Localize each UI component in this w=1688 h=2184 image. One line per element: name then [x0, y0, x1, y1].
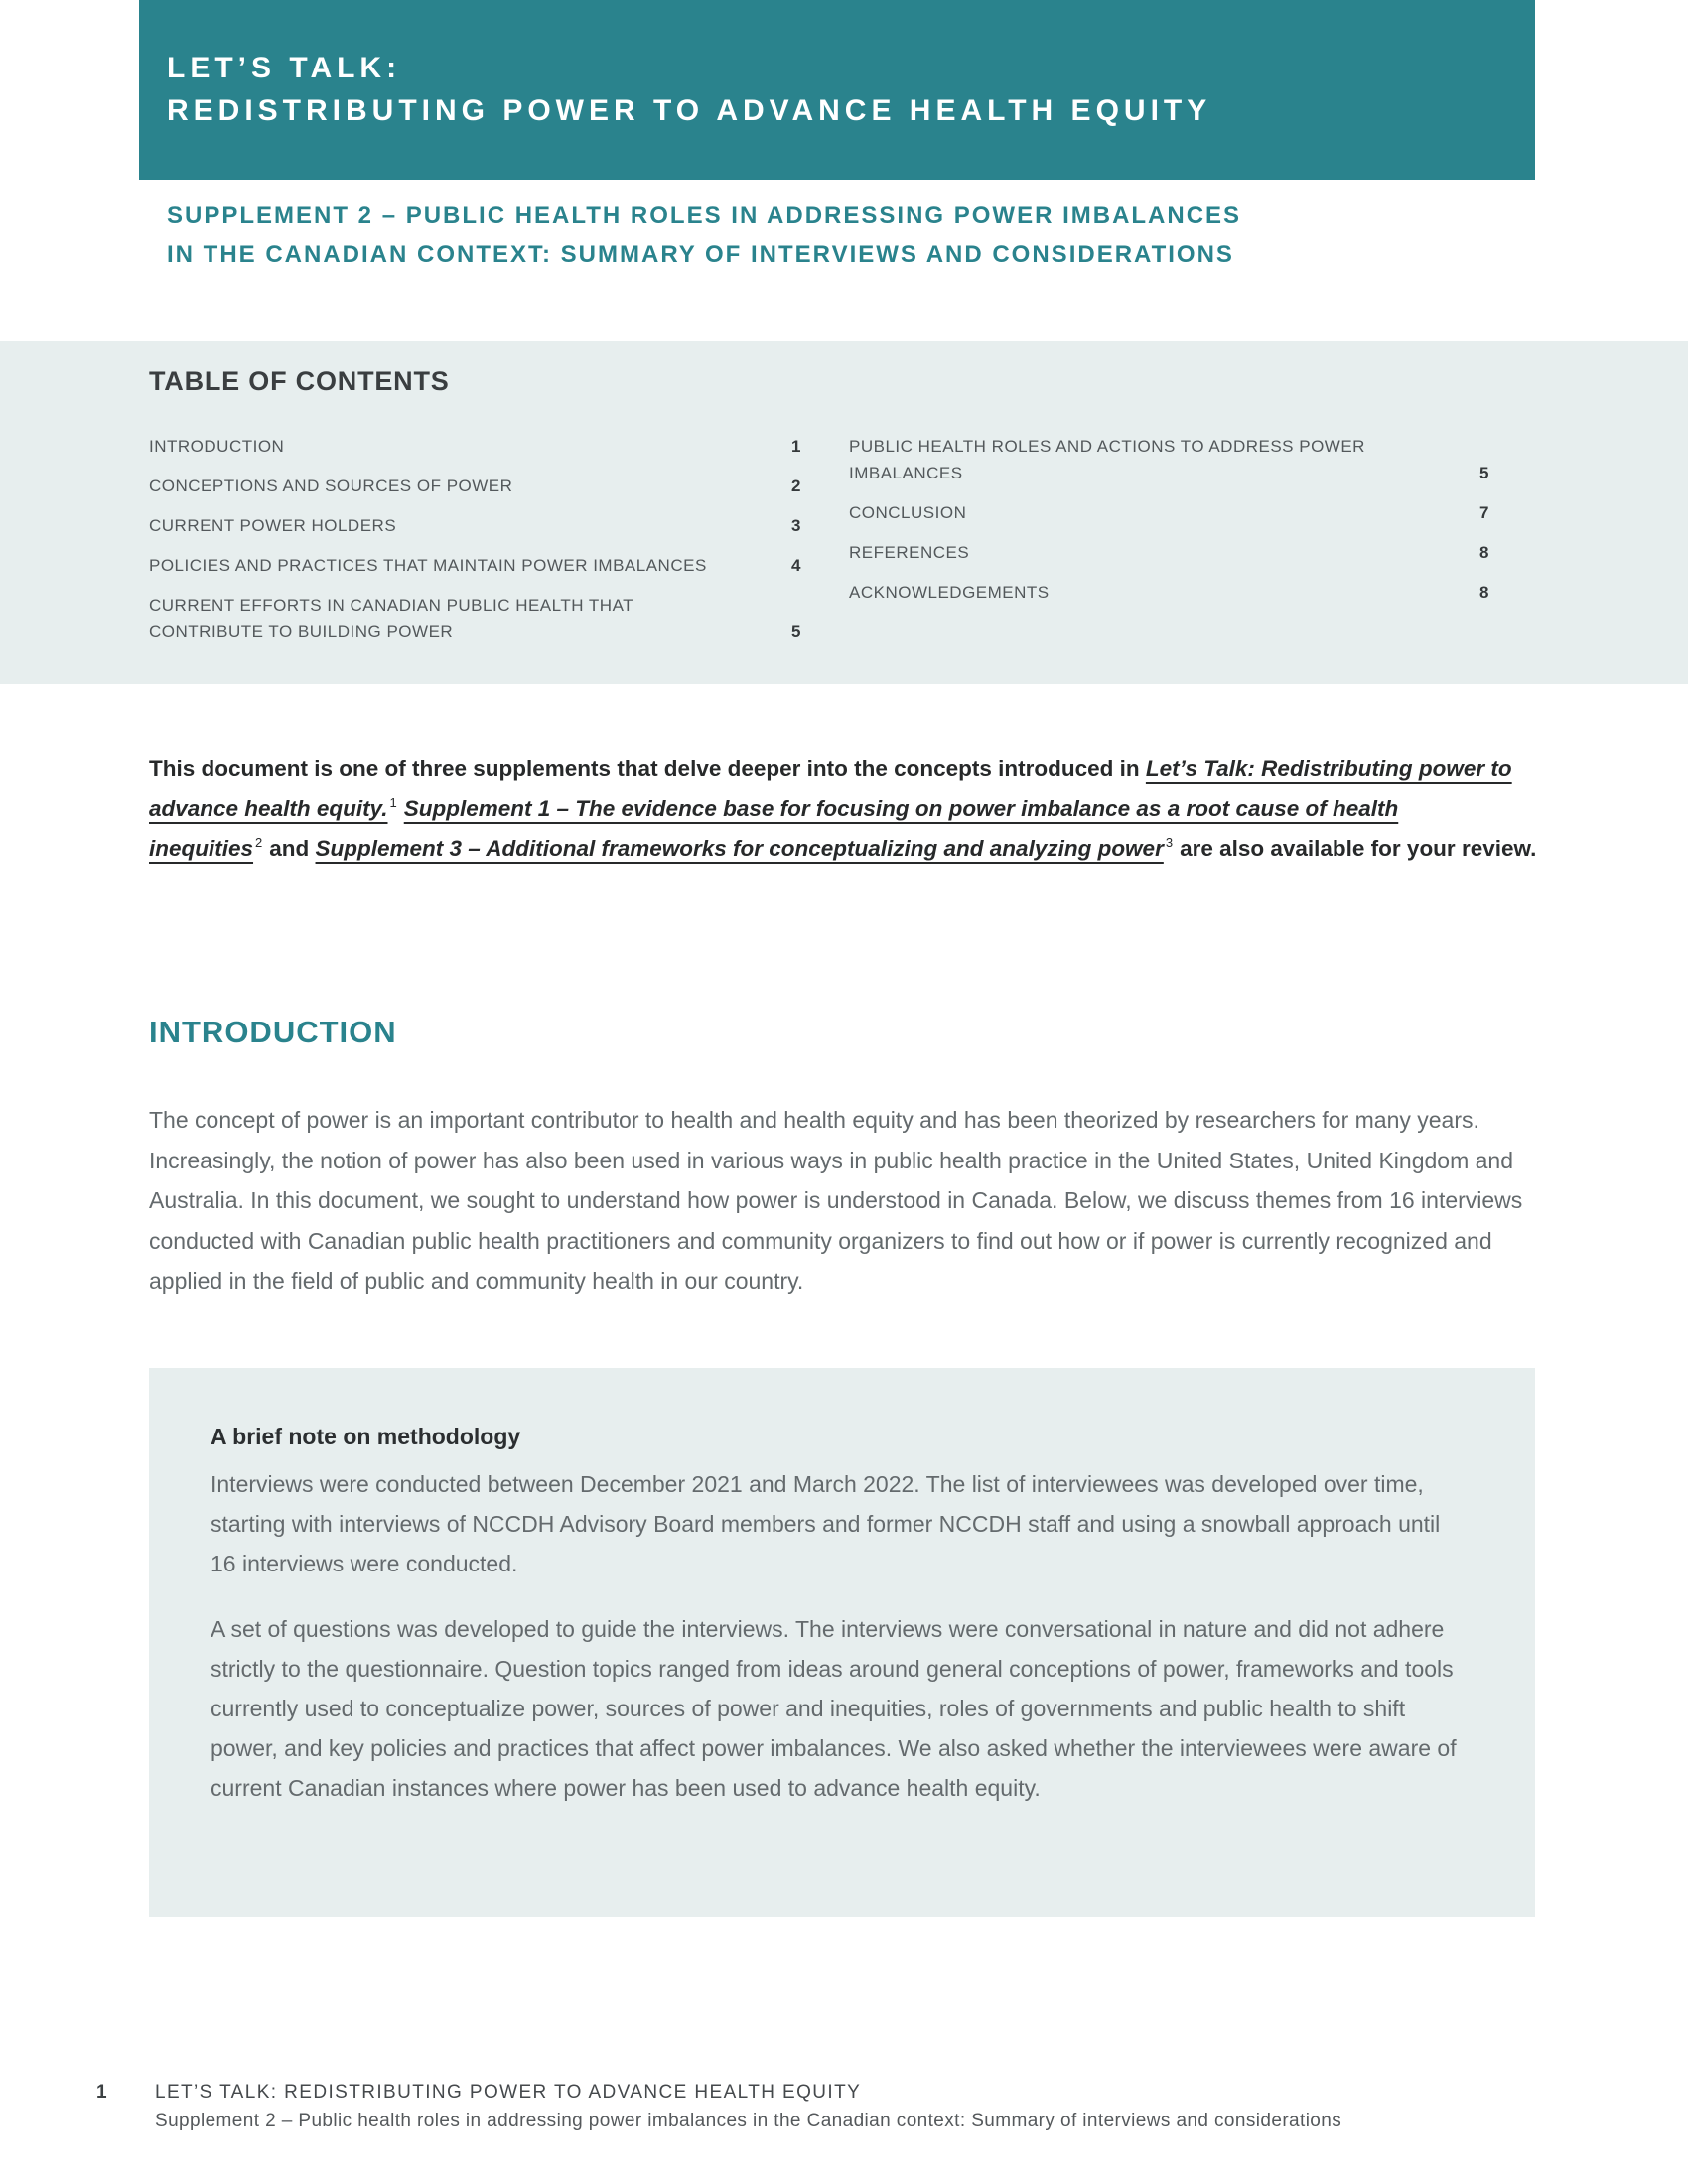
lead-text: This document is one of three supplements that delve deeper into the concepts introduced in: [149, 755, 1146, 781]
toc-entry-introduction: [149, 433, 801, 460]
methodology-note: [149, 1368, 1535, 1917]
header-banner: [139, 0, 1535, 180]
toc-entry-label[interactable]: POLICIES AND PRACTICES THAT MAINTAIN POWER IMBALANCES: [149, 556, 707, 575]
table-of-contents: [0, 341, 1688, 684]
toc-entry-page: 2: [791, 477, 801, 495]
toc-entry-policies: [149, 552, 801, 579]
methodology-paragraph-2: A set of questions was developed to guide the interviews. The interviews were conversational in nature and did not adhere strictly to the questionnaire. Question topics ranged from ideas around general conceptions of power, frameworks and tools currently used to conceptualize power, sources of power and inequities, roles of governments and public health to shift power, and key policies and practices that affect power imbalances. We also asked whether the interviewees were aware of current Canadian instances where power has been used to advance health equity.: [211, 1616, 1457, 1801]
toc-entry-current-efforts: [149, 592, 801, 645]
section-heading-introduction: INTRODUCTION: [149, 1015, 397, 1049]
toc-right-column: [849, 433, 1489, 658]
toc-entry-page: 7: [1479, 503, 1489, 522]
footer-page-number: 1: [96, 2082, 107, 2103]
introduction-paragraph: The concept of power is an important contributor to health and health equity and has been theorized by researchers for many years. Increasingly, the notion of power has also been used in various ways in public health practice in the United States, United Kingdom and Australia. In this document, we sought to understand how power is understood in Canada. Below, we discuss themes from 16 interviews conducted with Canadian public health practitioners and community organizers to find out how or if power is currently recognized and applied in the field of public and community health in our country.: [149, 1107, 1523, 1294]
footnote-ref-3[interactable]: 3: [1165, 835, 1174, 850]
toc-entry-label[interactable]: CURRENT EFFORTS IN CANADIAN PUBLIC HEALTH THAT CONTRIBUTE TO BUILDING POWER: [149, 596, 633, 641]
subtitle-line-2: IN THE CANADIAN CONTEXT: SUMMARY OF INTERVIEWS AND CONSIDERATIONS: [167, 241, 1234, 268]
toc-entry-page: 5: [791, 622, 801, 641]
toc-entry-references: [849, 539, 1489, 566]
toc-entry-power-holders: [149, 512, 801, 539]
footnote-ref-2[interactable]: 2: [255, 835, 263, 850]
footnote-ref-1[interactable]: 1: [389, 795, 397, 810]
toc-entry-page: 8: [1479, 583, 1489, 602]
footer-title: LET’S TALK: REDISTRIBUTING POWER TO ADVANCE HEALTH EQUITY: [155, 2082, 862, 2103]
toc-left-column: [149, 433, 801, 658]
toc-entry-label[interactable]: INTRODUCTION: [149, 437, 285, 456]
subtitle-line-1: SUPPLEMENT 2 – PUBLIC HEALTH ROLES IN ADDRESSING POWER IMBALANCES: [167, 203, 1242, 229]
toc-entry-label[interactable]: REFERENCES: [849, 543, 970, 562]
toc-heading: TABLE OF CONTENTS: [149, 366, 450, 396]
toc-entry-page: 4: [791, 556, 801, 575]
toc-entry-label[interactable]: ACKNOWLEDGEMENTS: [849, 583, 1050, 602]
toc-entry-page: 5: [1479, 464, 1489, 482]
methodology-heading: A brief note on methodology: [211, 1424, 521, 1449]
toc-entry-conclusion: [849, 499, 1489, 526]
document-subtitle: [167, 197, 1241, 274]
toc-entry-page: 3: [791, 516, 801, 535]
lead-text: and: [269, 835, 316, 861]
document-title-line-1: LET’S TALK:: [167, 52, 402, 84]
lead-text: are also available for your review.: [1180, 835, 1537, 861]
link-lets-talk[interactable]: Let’s Talk: Redistributing power to advance health equity.: [149, 755, 1512, 821]
methodology-paragraph-1: Interviews were conducted between December 2021 and March 2022. The list of interviewees was developed over time, starting with interviews of NCCDH Advisory Board members and former NCCDH staff and using a snowball approach until 16 interviews were conducted.: [211, 1471, 1441, 1576]
toc-entry-label[interactable]: PUBLIC HEALTH ROLES AND ACTIONS TO ADDRESS POWER IMBALANCES: [849, 437, 1365, 482]
toc-entry-roles-actions: [849, 433, 1489, 486]
toc-entry-label[interactable]: CURRENT POWER HOLDERS: [149, 516, 397, 535]
toc-entry-label[interactable]: CONCLUSION: [849, 503, 967, 522]
lead-paragraph: [149, 750, 1554, 869]
toc-entry-page: 8: [1479, 543, 1489, 562]
toc-columns: [149, 433, 1539, 658]
link-supplement-3[interactable]: Supplement 3 – Additional frameworks for conceptualizing and analyzing power: [315, 835, 1164, 861]
toc-entry-conceptions: [149, 473, 801, 499]
toc-entry-acknowledgements: [849, 579, 1489, 606]
document-title-line-2: REDISTRIBUTING POWER TO ADVANCE HEALTH EQUITY: [167, 94, 1212, 127]
footer-subtitle: Supplement 2 – Public health roles in addressing power imbalances in the Canadian context: Summary of interviews and considerations: [155, 2111, 1342, 2131]
toc-entry-label[interactable]: CONCEPTIONS AND SOURCES OF POWER: [149, 477, 513, 495]
toc-entry-page: 1: [791, 437, 801, 456]
link-supplement-1[interactable]: Supplement 1 – The evidence base for focusing on power imbalance as a root cause of health inequities: [149, 795, 1399, 861]
